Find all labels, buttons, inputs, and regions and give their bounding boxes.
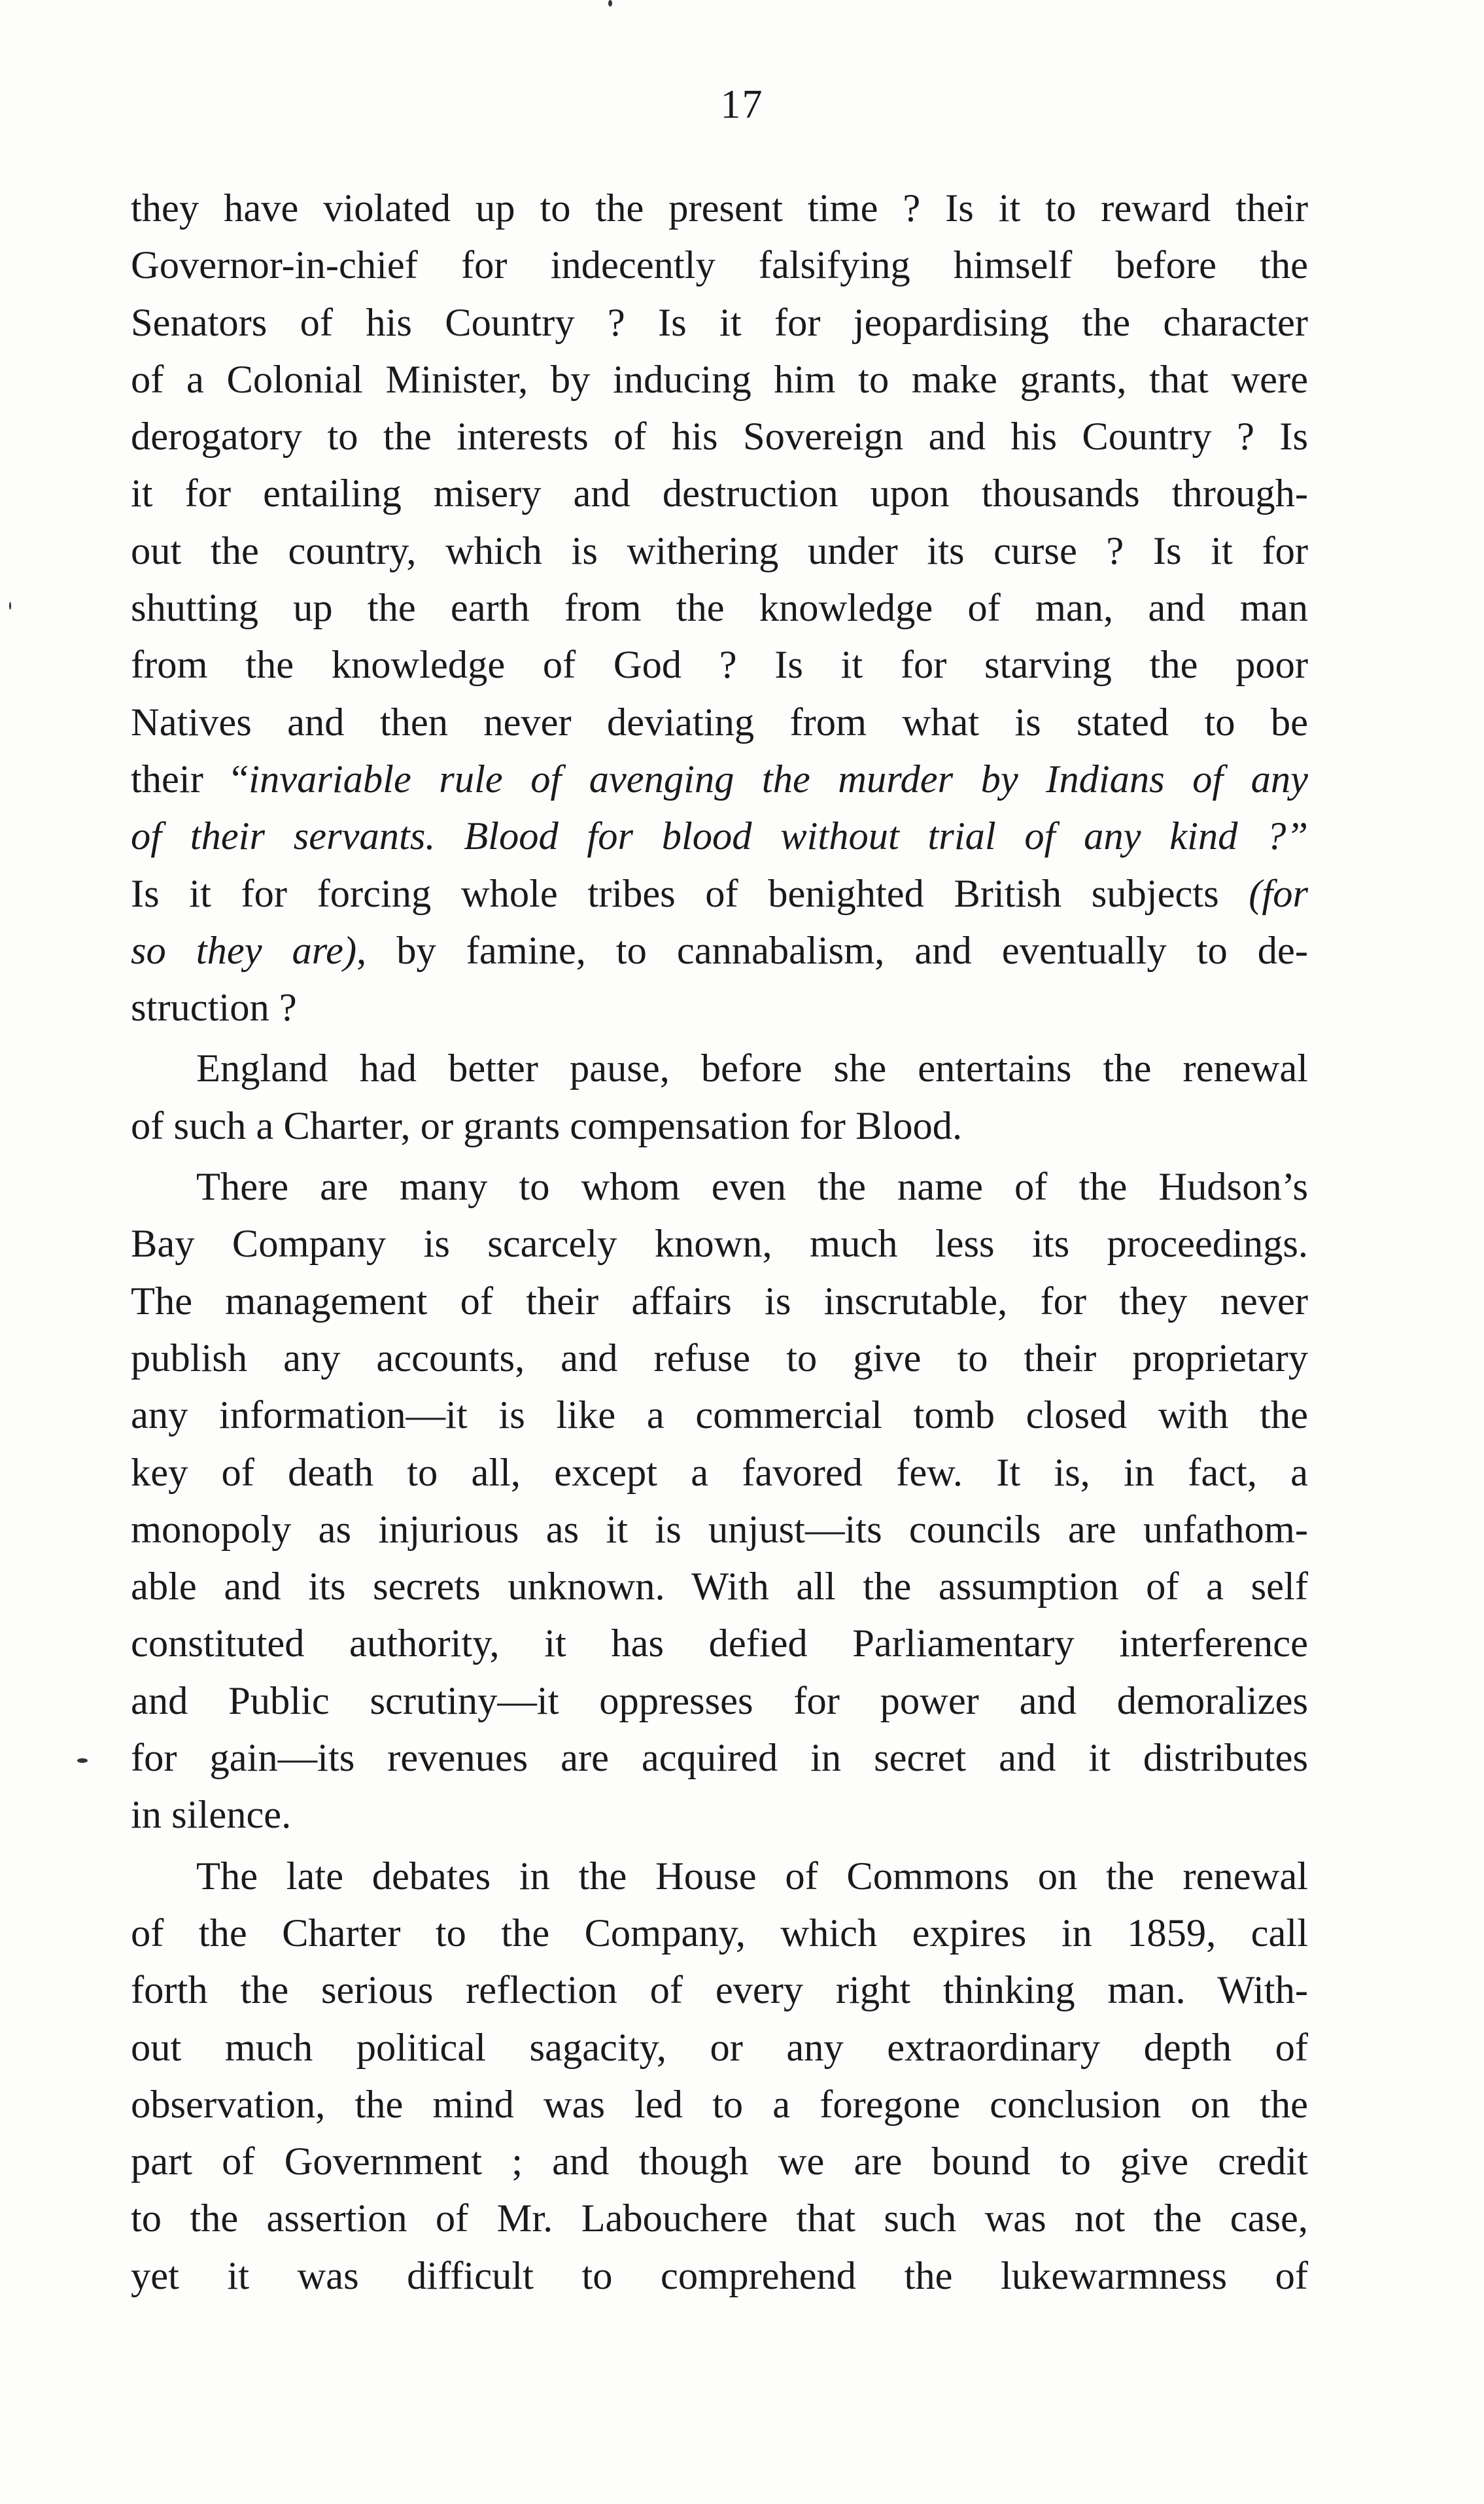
text-line: out much political sagacity, or any extraordinary depth of: [131, 2025, 1308, 2070]
text-line: of a Colonial Minister, by inducing him to make grants, that were: [131, 357, 1308, 402]
text-line: key of death to all, except a favored few. It is, in fact, a: [131, 1450, 1308, 1495]
page-number: 17: [720, 82, 764, 127]
text-line: Natives and then never deviating from what is stated to be: [131, 700, 1308, 744]
text-line: they have violated up to the present time ? Is it to reward their: [131, 186, 1308, 230]
italic-quote: invariable rule of avenging the murder by Indians of any: [249, 757, 1308, 801]
text-line: The management of their affairs is inscrutable, for they never: [131, 1279, 1308, 1323]
italic-quote: so they are): [131, 928, 357, 973]
paragraph: [131, 1040, 1308, 1155]
text-line: of such a Charter, or grants compensation for Blood.: [131, 1104, 963, 1148]
text-line: forth the serious reflection of every right thinking man. With-: [131, 1968, 1308, 2013]
body-text: [131, 180, 1308, 2304]
text-line: their “invariable rule of avenging the murder by Indians of any: [131, 757, 1308, 801]
text-line: so they are), by famine, to cannabalism, and eventually to de-: [131, 928, 1309, 973]
text-line: monopoly as injurious as it is unjust—its councils are unfathom-: [131, 1507, 1308, 1552]
text-line: part of Government ; and though we are bound to give credit: [131, 2140, 1308, 2184]
text-line: There are many to whom even the name of the Hudson’s: [196, 1165, 1308, 1209]
italic-quote: of their servants. Blood for blood without trial of any kind ?”: [131, 814, 1308, 859]
text-line: yet it was difficult to comprehend the lukewarmness of: [131, 2253, 1308, 2298]
text-line: and Public scrutiny—it oppresses for power and demoralizes: [131, 1678, 1308, 1723]
text-line: it for entailing misery and destruction upon thousands through-: [131, 472, 1308, 516]
text-line: Governor-in-chief for indecently falsifying himself before the: [131, 243, 1308, 288]
text-line: any information—it is like a commercial tomb closed with the: [131, 1393, 1308, 1438]
text-line: able and its secrets unknown. With all the assumption of a self: [131, 1565, 1308, 1609]
scan-speck: [9, 602, 11, 610]
scan-speck: [608, 0, 612, 7]
paragraph: [131, 180, 1308, 1036]
text-line: for gain—its revenues are acquired in secret and it distributes: [131, 1736, 1308, 1781]
text-line: England had better pause, before she entertains the renewal: [196, 1047, 1308, 1091]
text-line: shutting up the earth from the knowledge of man, and man: [131, 586, 1308, 631]
italic-quote: (for: [1249, 871, 1308, 916]
text-line: from the knowledge of God ? Is it for starving the poor: [131, 643, 1308, 687]
text-line: [131, 808, 1308, 865]
text-line: publish any accounts, and refuse to give to their proprietary: [131, 1336, 1308, 1380]
text-line: constituted authority, it has defied Parliamentary interference: [131, 1622, 1308, 1666]
text-line: out the country, which is withering under its curse ? Is it for: [131, 529, 1308, 573]
text-line: of the Charter to the Company, which expires in 1859, call: [131, 1911, 1308, 1955]
text-line: Is it for forcing whole tribes of benighted British subjects (for: [131, 871, 1308, 916]
text-line: The late debates in the House of Commons on the renewal: [196, 1854, 1308, 1898]
text-line: Senators of his Country ? Is it for jeopardising the character: [131, 300, 1308, 345]
text-line: derogatory to the interests of his Sovereign and his Country ? Is: [131, 415, 1308, 459]
scan-speck: [77, 1758, 88, 1763]
paragraph: [131, 1848, 1308, 2304]
text-line: in silence.: [131, 1793, 292, 1837]
text-line: to the assertion of Mr. Labouchere that such was not the case,: [131, 2197, 1308, 2241]
text-line: observation, the mind was led to a foregone conclusion on the: [131, 2082, 1308, 2127]
text-line: struction ?: [131, 986, 297, 1030]
text-line: Bay Company is scarcely known, much less its proceedings.: [131, 1222, 1308, 1266]
paragraph: [131, 1158, 1308, 1844]
